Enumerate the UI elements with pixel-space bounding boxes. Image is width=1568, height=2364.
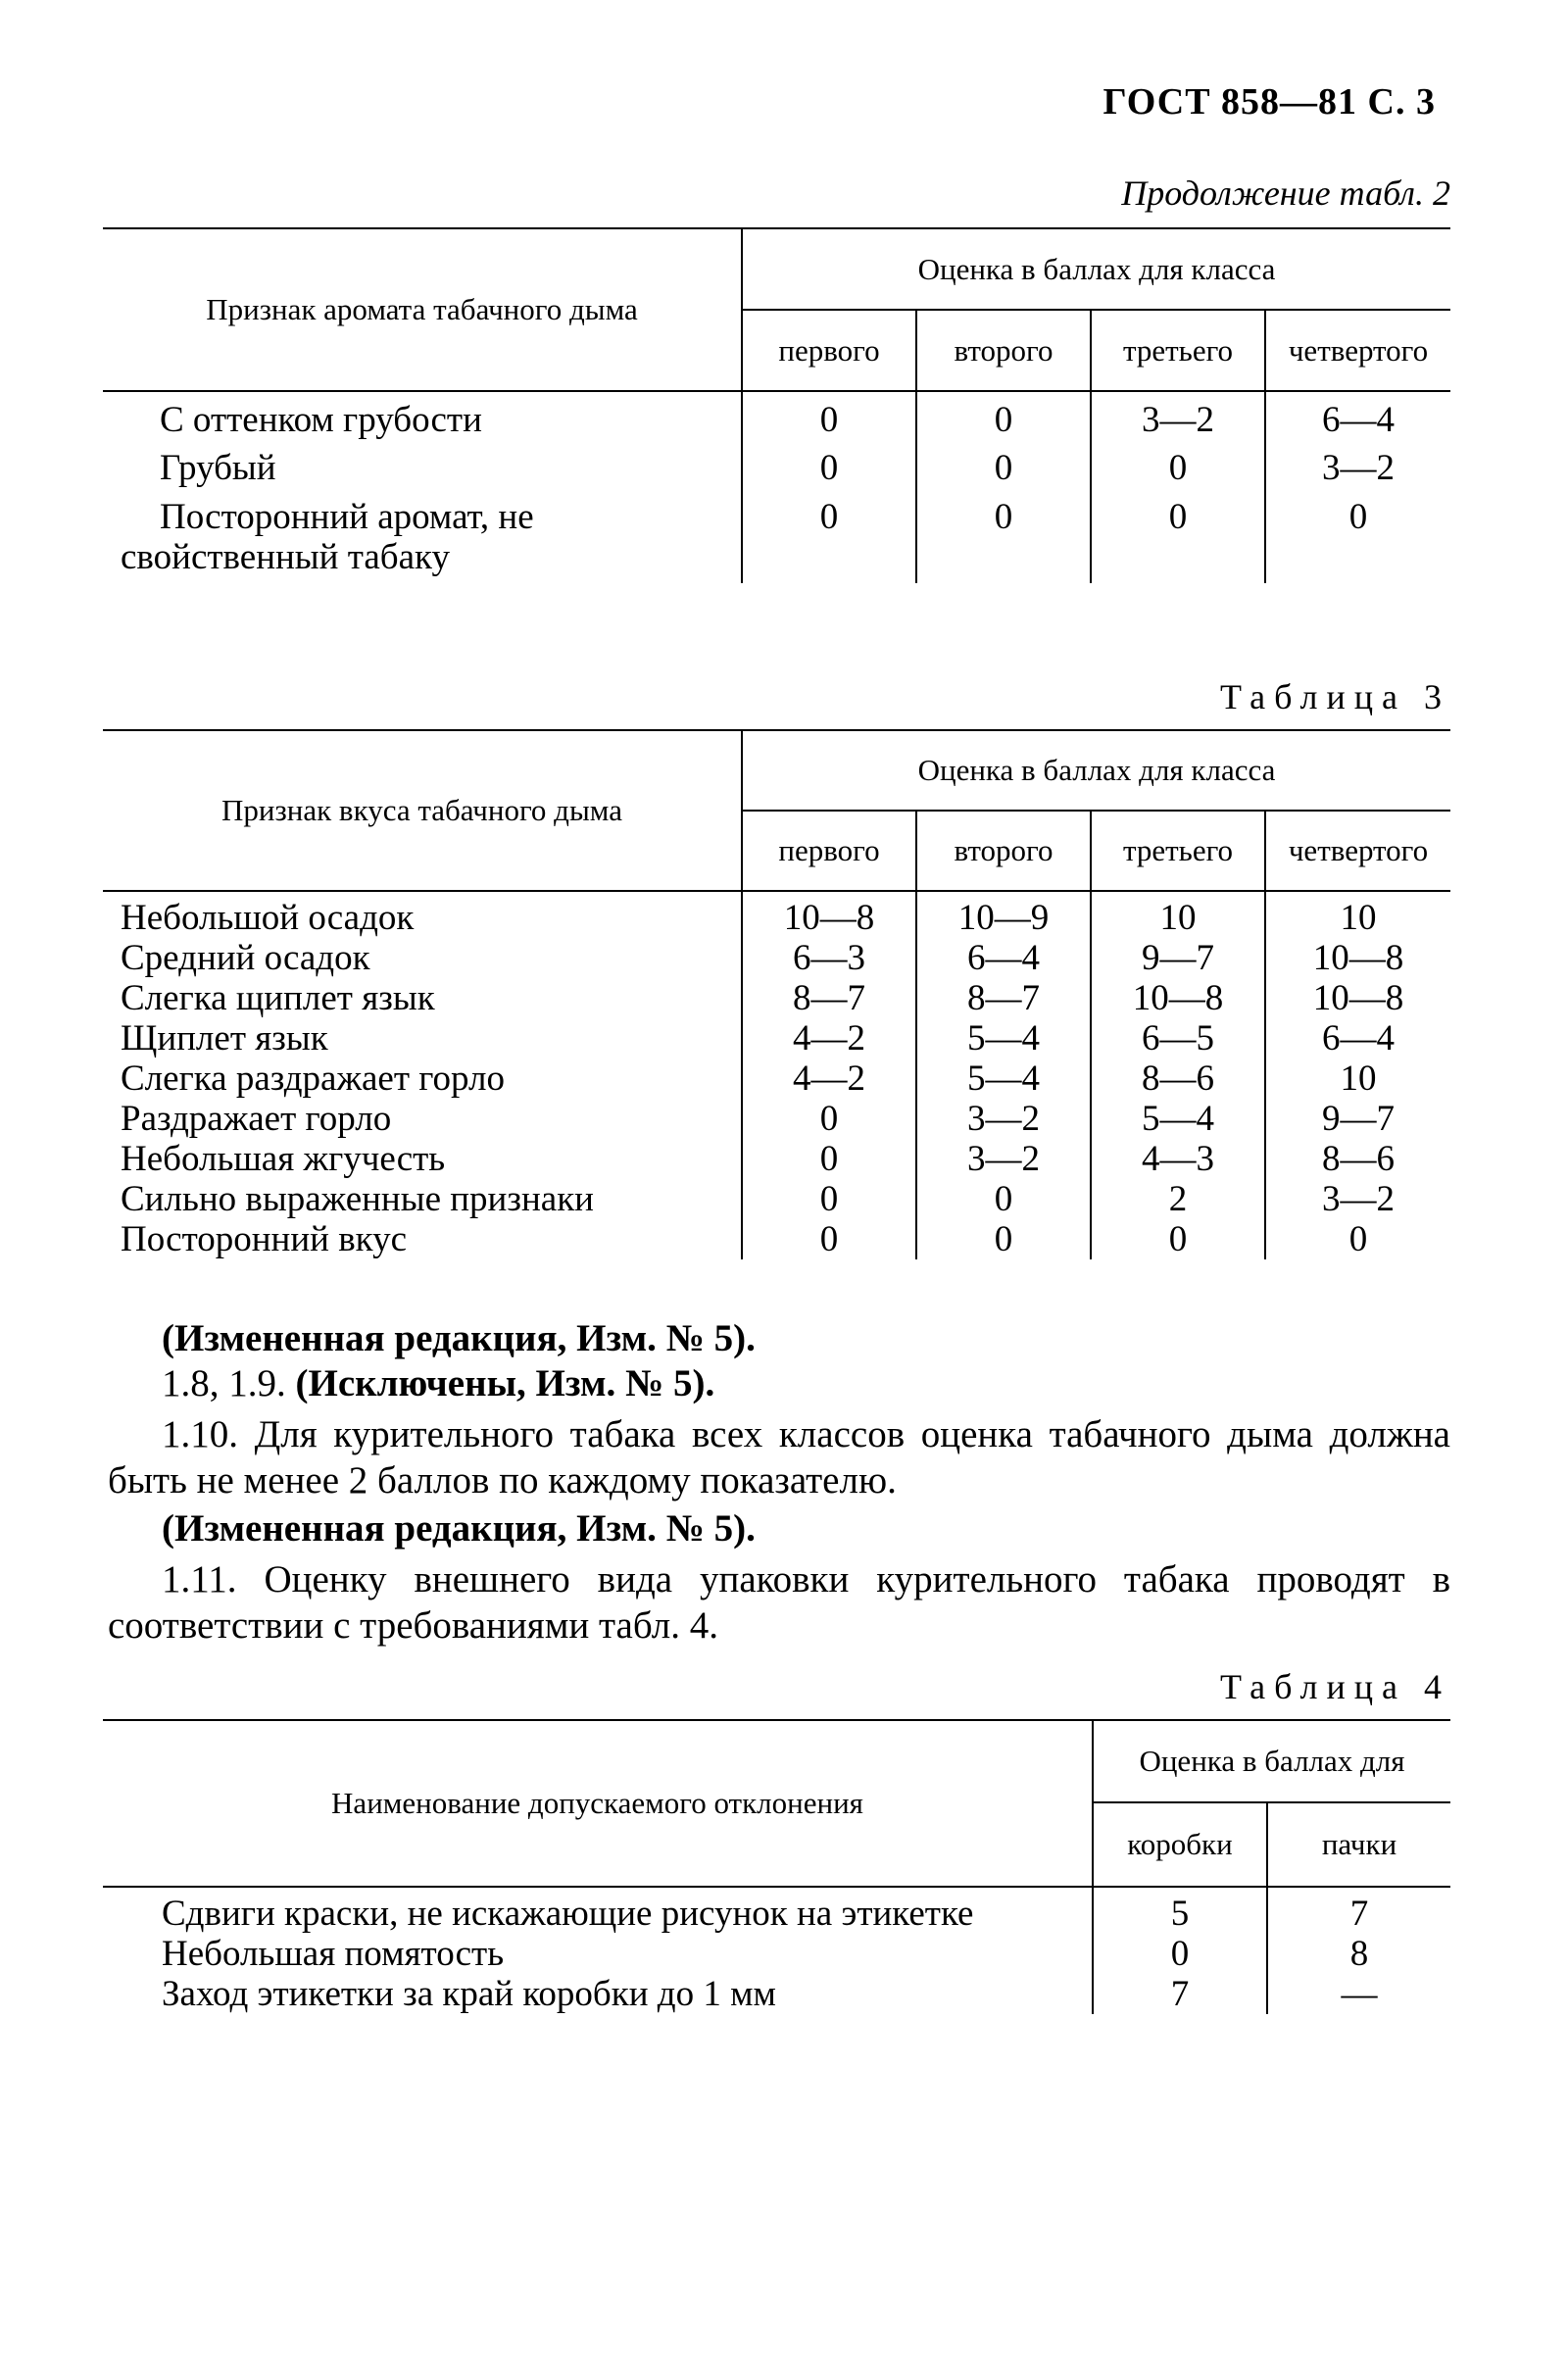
t2-row-label: С оттенком грубости xyxy=(160,400,482,440)
t3-cell: 8—7 xyxy=(916,978,1091,1018)
t3-cell: 10 xyxy=(1091,891,1265,938)
t3-cell: 3—2 xyxy=(1265,1179,1450,1219)
t4-subcol-pack: пачки xyxy=(1267,1802,1450,1887)
t2-cell: 0 xyxy=(916,491,1091,583)
t3-cell: 10—9 xyxy=(916,891,1091,938)
t3-cell: 8—7 xyxy=(742,978,916,1018)
t4-col-header: Наименование допускаемого отклонения xyxy=(103,1720,1093,1887)
t4-row-label: Заход этикетки за край коробки до 1 мм xyxy=(162,1974,776,2014)
t3-cell: 0 xyxy=(916,1179,1091,1219)
table-row xyxy=(103,891,1450,938)
table-row xyxy=(103,1099,1450,1139)
t2-row-label-line1: Посторонний аромат, не xyxy=(160,497,534,537)
paragraph-1-8-1-9 xyxy=(162,1360,1504,1406)
t3-cell: 0 xyxy=(1091,1219,1265,1259)
table-row xyxy=(103,491,1450,583)
t3-cell: 10—8 xyxy=(1265,938,1450,978)
table-row xyxy=(103,1934,1450,1974)
t2-row-label-line2: свойственный табаку xyxy=(121,537,450,577)
t3-cell: 0 xyxy=(742,1099,916,1139)
t3-cell: 10 xyxy=(1265,1059,1450,1099)
t3-cell: 10 xyxy=(1265,891,1450,938)
t4-cell: 5 xyxy=(1093,1887,1267,1934)
t3-row-label: Небольшая жгучесть xyxy=(121,1139,446,1179)
t3-row-label: Слегка раздражает горло xyxy=(121,1059,506,1099)
t2-class-2: второго xyxy=(916,310,1091,391)
t3-cell: 0 xyxy=(742,1139,916,1179)
table-row xyxy=(103,938,1450,978)
t3-class-3: третьего xyxy=(1091,811,1265,891)
t2-cell: 3—2 xyxy=(1091,391,1265,440)
t3-cell: 5—4 xyxy=(1091,1099,1265,1139)
t4-cell: 7 xyxy=(1093,1974,1267,2014)
table2-continuation-caption: Продолжение табл. 2 xyxy=(1121,173,1450,213)
t3-cell: 3—2 xyxy=(916,1099,1091,1139)
t3-row-label: Средний осадок xyxy=(121,938,370,978)
table3-caption: Таблица 3 xyxy=(1220,677,1450,716)
table-row xyxy=(103,1219,1450,1259)
t3-cell: 8—6 xyxy=(1265,1139,1450,1179)
t2-cell: 0 xyxy=(916,440,1091,491)
t3-col-header: Признак вкуса табачного дыма xyxy=(103,730,742,891)
amendment-note-2: (Измененная редакция, Изм. № 5). xyxy=(162,1507,756,1550)
t3-cell: 10—8 xyxy=(742,891,916,938)
t3-cell: 0 xyxy=(742,1219,916,1259)
t2-class-1: первого xyxy=(742,310,916,391)
t3-cell: 3—2 xyxy=(916,1139,1091,1179)
table-2-continued xyxy=(103,227,1450,583)
t2-class-3: третьего xyxy=(1091,310,1265,391)
t3-cell: 0 xyxy=(742,1179,916,1219)
t3-cell: 6—3 xyxy=(742,938,916,978)
paragraph-1-10: 1.10. Для курительного табака всех классов оценка табачного дыма должна быть не менее 2 баллов по каждому показателю. xyxy=(108,1413,1450,1502)
t2-cell: 0 xyxy=(1091,491,1265,583)
t2-row-label xyxy=(103,491,742,583)
table-row xyxy=(103,1059,1450,1099)
t3-cell: 4—2 xyxy=(742,1059,916,1099)
table-row xyxy=(103,1974,1450,2014)
t2-row-label: Грубый xyxy=(160,448,276,488)
t2-cell: 3—2 xyxy=(1265,440,1450,491)
t3-cell: 5—4 xyxy=(916,1018,1091,1059)
t4-group-header: Оценка в баллах для xyxy=(1093,1720,1450,1802)
t2-cell: 0 xyxy=(742,440,916,491)
t2-group-header: Оценка в баллах для класса xyxy=(742,228,1450,310)
t3-row-label: Раздражает горло xyxy=(121,1099,392,1139)
table-3 xyxy=(103,729,1450,1259)
t3-cell: 6—5 xyxy=(1091,1018,1265,1059)
t3-cell: 10—8 xyxy=(1265,978,1450,1018)
table-row xyxy=(103,978,1450,1018)
t2-cell: 0 xyxy=(742,491,916,583)
t2-cell: 0 xyxy=(742,391,916,440)
t3-cell: 6—4 xyxy=(916,938,1091,978)
t3-cell: 4—2 xyxy=(742,1018,916,1059)
t3-row-label: Небольшой осадок xyxy=(121,898,415,938)
t4-subcol-box: коробки xyxy=(1093,1802,1267,1887)
paragraph-number: 1.8, 1.9. xyxy=(162,1362,286,1404)
t2-col-header: Признак аромата табачного дыма xyxy=(103,228,742,391)
table-row xyxy=(103,1139,1450,1179)
table-4 xyxy=(103,1719,1450,2014)
t4-cell: 0 xyxy=(1093,1934,1267,1974)
t3-cell: 5—4 xyxy=(916,1059,1091,1099)
t3-class-4: четвертого xyxy=(1265,811,1450,891)
amendment-note-1: (Измененная редакция, Изм. № 5). xyxy=(162,1317,756,1359)
t2-cell: 6—4 xyxy=(1265,391,1450,440)
t3-class-1: первого xyxy=(742,811,916,891)
t3-cell: 9—7 xyxy=(1265,1099,1450,1139)
table-row xyxy=(103,391,1450,440)
t3-cell: 4—3 xyxy=(1091,1139,1265,1179)
t3-cell: 6—4 xyxy=(1265,1018,1450,1059)
t4-row-label: Небольшая помятость xyxy=(162,1934,505,1974)
t3-cell: 2 xyxy=(1091,1179,1265,1219)
table-row xyxy=(103,440,1450,491)
t3-cell: 0 xyxy=(916,1219,1091,1259)
t2-cell: 0 xyxy=(916,391,1091,440)
t4-cell: 8 xyxy=(1267,1934,1450,1974)
t2-cell: 0 xyxy=(1265,491,1450,583)
t2-cell: 0 xyxy=(1091,440,1265,491)
t3-cell: 9—7 xyxy=(1091,938,1265,978)
t3-row-label: Щиплет язык xyxy=(121,1018,328,1059)
t3-cell: 8—6 xyxy=(1091,1059,1265,1099)
t3-cell: 0 xyxy=(1265,1219,1450,1259)
t3-group-header: Оценка в баллах для класса xyxy=(742,730,1450,811)
t4-row-label: Сдвиги краски, не искажающие рисунок на этикетке xyxy=(162,1894,974,1934)
paragraph-1-11: 1.11. Оценку внешнего вида упаковки курительного табака проводят в соответствии с требованиями табл. 4. xyxy=(108,1558,1450,1647)
table-row xyxy=(103,1018,1450,1059)
t3-row-label: Слегка щиплет язык xyxy=(121,978,435,1018)
table-row xyxy=(103,1887,1450,1934)
t2-class-4: четвертого xyxy=(1265,310,1450,391)
t3-class-2: второго xyxy=(916,811,1091,891)
excluded-note: (Исключены, Изм. № 5). xyxy=(295,1362,715,1404)
t4-cell: 7 xyxy=(1267,1887,1450,1934)
table-row xyxy=(103,1179,1450,1219)
t3-cell: 10—8 xyxy=(1091,978,1265,1018)
page-header: ГОСТ 858—81 С. 3 xyxy=(1102,81,1436,123)
t3-row-label: Сильно выраженные признаки xyxy=(121,1179,594,1219)
t3-row-label: Посторонний вкус xyxy=(121,1219,408,1259)
t4-cell: — xyxy=(1267,1974,1450,2014)
table4-caption: Таблица 4 xyxy=(1220,1667,1450,1706)
